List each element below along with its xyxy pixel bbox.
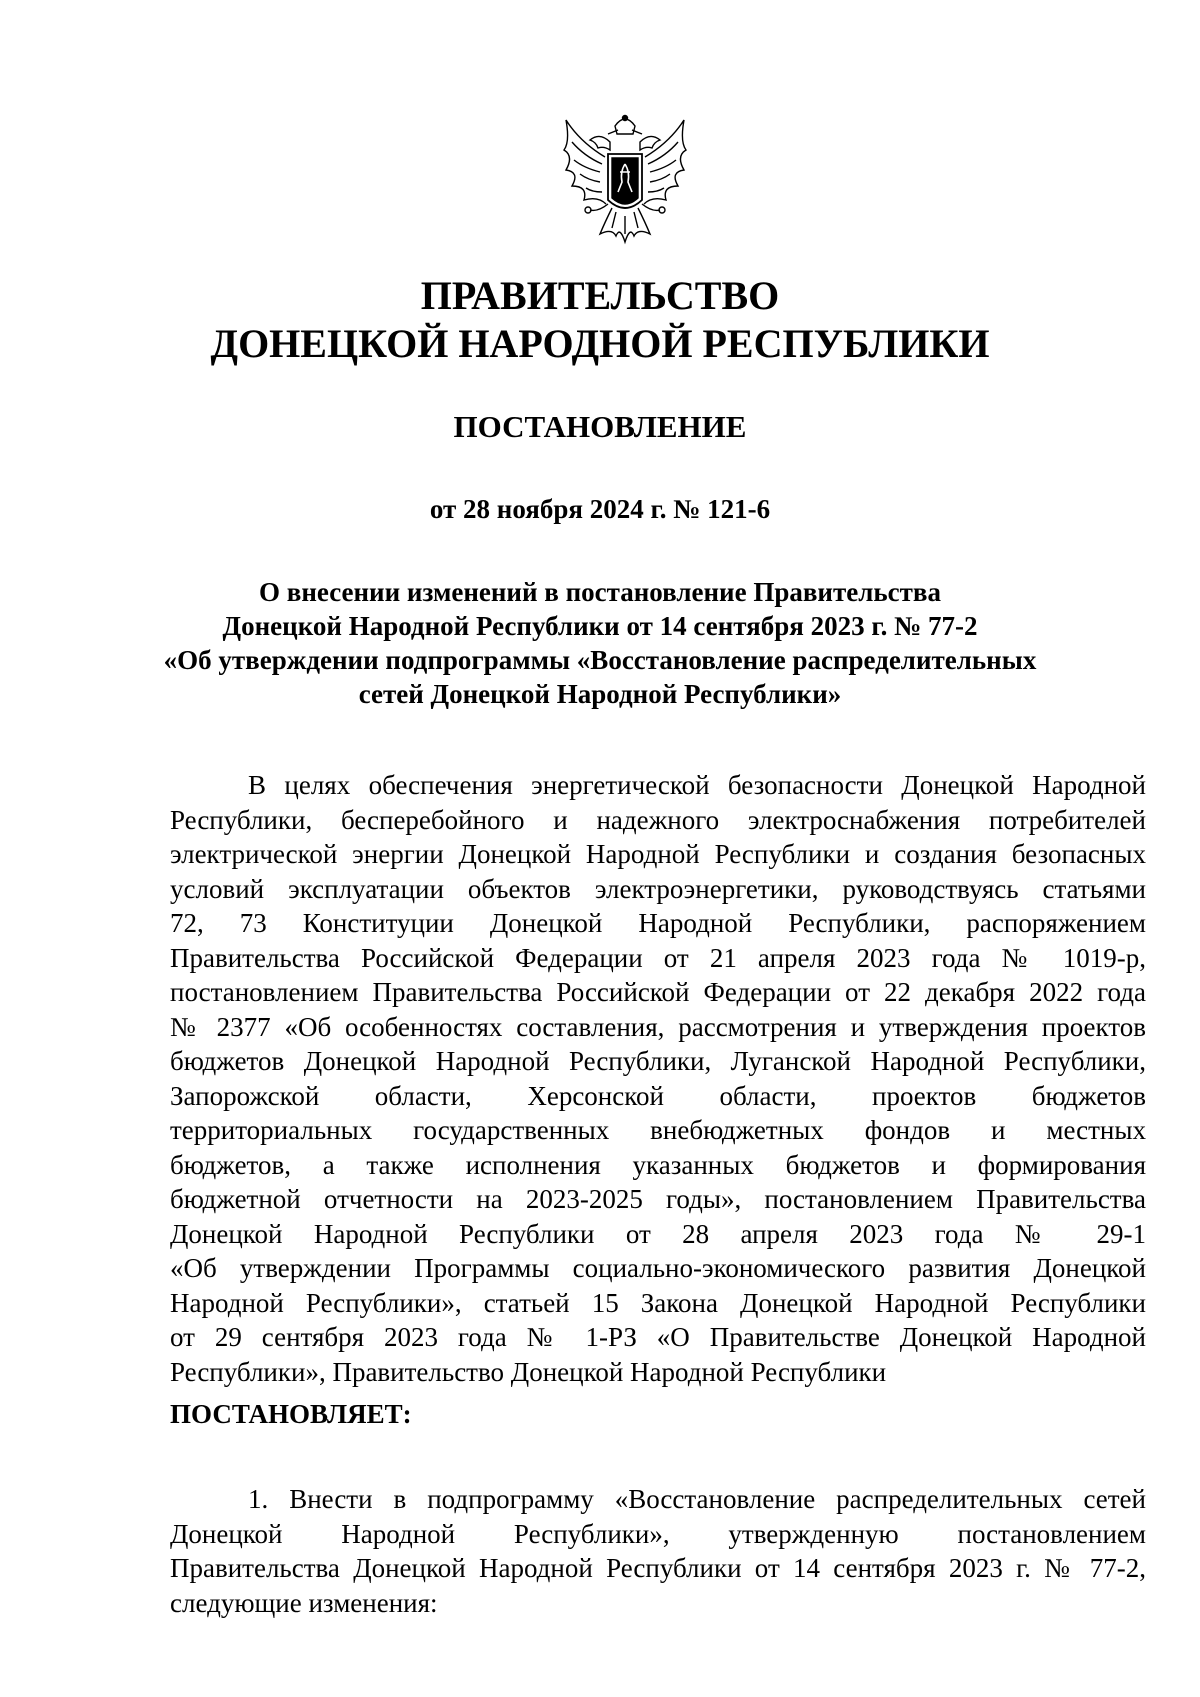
- document-type: ПОСТАНОВЛЕНИЕ: [453, 409, 747, 444]
- coat-of-arms-icon: [560, 112, 690, 257]
- text-line: территориальных государственных внебюджетных фондов и местных: [170, 1115, 1146, 1145]
- text-line: бюджетной отчетности на 2023-2025 годы», постановлением Правительства: [170, 1184, 1146, 1214]
- text-line: Донецкой Народной Республики от 28 апреля 2023 года № 29-1: [170, 1218, 1146, 1249]
- text-line: условий эксплуатации объектов электроэнергетики, руководствуясь статьями: [170, 873, 1146, 904]
- text-line: Республики, бесперебойного и надежного электроснабжения потребителей: [170, 804, 1146, 835]
- text-line: В целях обеспечения энергетической безопасности Донецкой Народной: [248, 770, 1146, 800]
- text-line: электрической энергии Донецкой Народной Республики и создания безопасных: [170, 839, 1146, 869]
- text-line: «Об утверждении Программы социально-экономического развития Донецкой: [170, 1253, 1146, 1283]
- organization-title-line2: ДОНЕЦКОЙ НАРОДНОЙ РЕСПУБЛИКИ: [210, 321, 990, 366]
- text-line: постановлением Правительства Российской Федерации от 22 декабря 2022 года: [170, 977, 1146, 1007]
- subject-line: сетей Донецкой Народной Республики»: [358, 679, 842, 709]
- subject-line: Донецкой Народной Республики от 14 сентября 2023 г. № 77-2: [222, 611, 978, 641]
- preamble-paragraph: [170, 768, 1146, 1389]
- item-1-paragraph: [170, 1482, 1146, 1620]
- decree-word: ПОСТАНОВЛЯЕТ:: [170, 1399, 412, 1429]
- text-line: Народной Республики», статьей 15 Закона Донецкой Народной Республики: [170, 1287, 1146, 1318]
- organization-title-line1: ПРАВИТЕЛЬСТВО: [420, 273, 780, 318]
- text-line: Запорожской области, Херсонской области, проектов бюджетов: [170, 1080, 1146, 1111]
- text-line: 72, 73 Конституции Донецкой Народной Республики, распоряжением: [170, 908, 1146, 938]
- document-date-number: от 28 ноября 2024 г. № 121-6: [429, 494, 771, 524]
- subject-line: О внесении изменений в постановление Правительства: [259, 577, 941, 607]
- text-line: № 2377 «Об особенностях составления, рассмотрения и утверждения проектов: [170, 1011, 1146, 1042]
- text-line: Республики», Правительство Донецкой Народной Республики: [170, 1356, 887, 1387]
- text-line: следующие изменения:: [170, 1587, 438, 1618]
- text-line: Донецкой Народной Республики», утвержденную постановлением: [170, 1518, 1146, 1549]
- text-line: Правительства Донецкой Народной Республики от 14 сентября 2023 г. № 77-2,: [170, 1553, 1146, 1583]
- text-line: от 29 сентября 2023 года № 1-РЗ «О Правительстве Донецкой Народной: [170, 1322, 1146, 1352]
- text-line: Правительства Российской Федерации от 21 апреля 2023 года № 1019-р,: [170, 942, 1146, 973]
- document-subject: [140, 575, 1060, 711]
- text-line: 1. Внести в подпрограмму «Восстановление распределительных сетей: [248, 1484, 1146, 1514]
- text-line: бюджетов, а также исполнения указанных бюджетов и формирования: [170, 1149, 1146, 1180]
- text-line: бюджетов Донецкой Народной Республики, Луганской Народной Республики,: [170, 1046, 1146, 1076]
- subject-line: «Об утверждении подпрограммы «Восстановление распределительных: [163, 645, 1037, 675]
